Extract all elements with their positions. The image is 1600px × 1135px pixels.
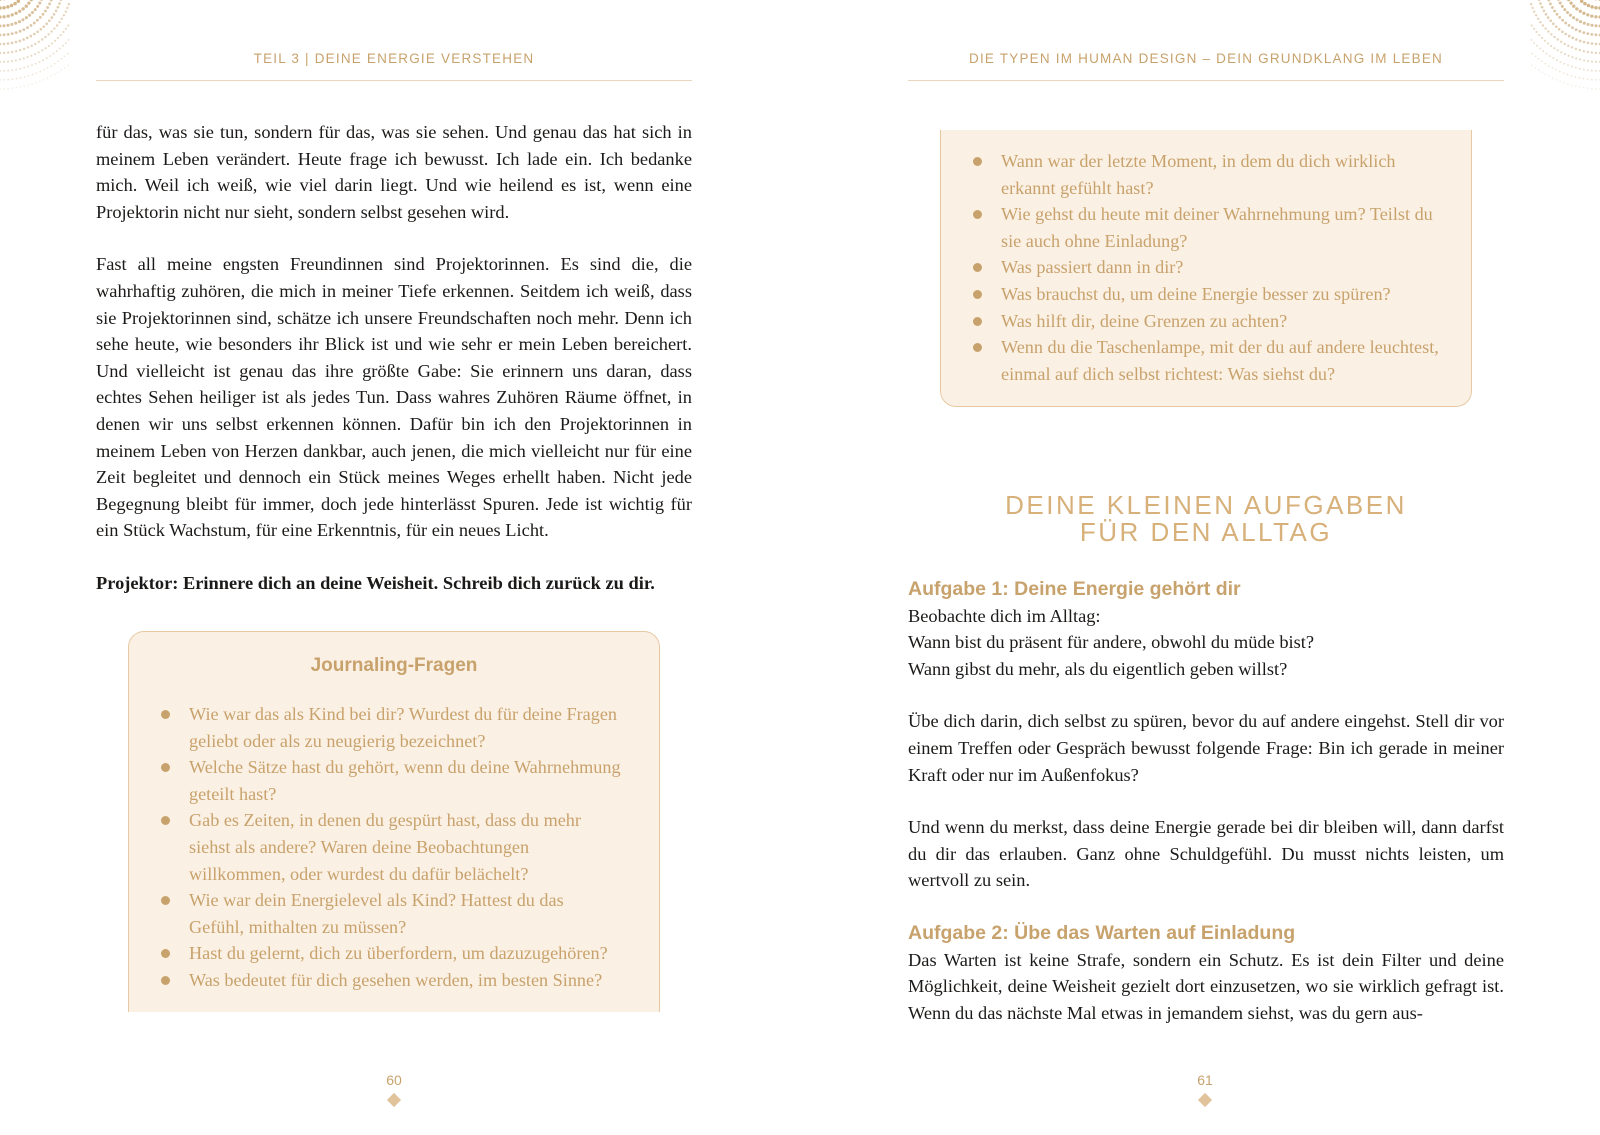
running-head-left: TEIL 3 | DEINE ENERGIE VERSTEHEN <box>253 51 535 66</box>
task-1-line-2: Wann bist du präsent für andere, obwohl du müde bist? <box>908 632 1315 653</box>
section-title-line-2: FÜR DEN ALLTAG <box>1079 517 1333 547</box>
list-item: Welche Sätze hast du gehört, wenn du deine Wahrnehmung geteilt hast? <box>189 754 623 807</box>
task-1-paragraph-2: Und wenn du merkst, dass deine Energie gerade bei dir bleiben will, dann darfst du dir das erlauben. Ganz ohne Schuldgefühl. Du musst nichts leisten, um wertvoll zu sein. <box>908 817 1504 891</box>
list-item: Was hilft dir, deine Grenzen zu achten? <box>1001 308 1441 335</box>
bullet-icon <box>161 710 170 719</box>
header-rule-left <box>96 80 692 81</box>
bullet-icon <box>973 210 982 219</box>
list-item: Wenn du die Taschenlampe, mit der du auf andere leuchtest, einmal auf dich selbst richtest: Was siehst du? <box>1001 334 1441 387</box>
bullet-icon <box>161 896 170 905</box>
list-item: Wie gehst du heute mit deiner Wahrnehmung um? Teilst du sie auch ohne Einladung? <box>1001 201 1441 254</box>
diamond-ornament-icon <box>387 1093 401 1107</box>
corner-dots-ornament-icon <box>0 0 70 115</box>
journaling-box-title: Journaling-Fragen <box>310 655 478 676</box>
diamond-ornament-icon <box>1198 1093 1212 1107</box>
right-page <box>800 0 1600 1135</box>
list-item: Was bedeutet für dich gesehen werden, im besten Sinne? <box>189 967 623 994</box>
corner-dots-ornament-icon <box>1530 0 1600 115</box>
list-item: Wie war das als Kind bei dir? Wurdest du für deine Fragen geliebt oder als zu neugierig bezeichnet? <box>189 701 623 754</box>
list-item: Hast du gelernt, dich zu überfordern, um dazuzugehören? <box>189 940 623 967</box>
bullet-icon <box>161 816 170 825</box>
journaling-box-continued <box>940 130 1472 407</box>
bullet-icon <box>161 949 170 958</box>
section-title-line-1: DEINE KLEINEN AUFGABEN <box>1005 490 1407 520</box>
task-1-line-3: Wann gibst du mehr, als du eigentlich geben willst? <box>908 658 1288 679</box>
task-2-paragraph: Das Warten ist keine Strafe, sondern ein Schutz. Es ist dein Filter und deine Möglichkeit, deine Weisheit gezielt dort einzusetzen, wo sie wirklich gefragt ist. Wenn du das nächste Mal etwas in jemandem siehst, was du gern aus- <box>908 949 1504 1023</box>
task-1-heading: Aufgabe 1: Deine Energie gehört dir <box>908 578 1241 600</box>
task-1-paragraph-1: Übe dich darin, dich selbst zu spüren, bevor du auf andere eingehst. Stell dir vor einem Treffen oder Gespräch bewusst folgende Frage: Bin ich gerade in meiner Kraft oder nur im Außenfokus? <box>908 711 1504 785</box>
page-number-right: 61 <box>1197 1072 1213 1088</box>
journaling-question-list <box>189 701 623 994</box>
section-title <box>908 492 1504 546</box>
bullet-icon <box>973 343 982 352</box>
paragraph-1: für das, was sie tun, sondern für das, was sie sehen. Und genau das hat sich in meinem Leben verändert. Heute frage ich bewusst. Ich lade ein. Ich bedanke mich. Weil ich weiß, wie viel darin liegt. Und wie heilend es ist, wenn eine Projektorin nicht nur sieht, sondern selbst gesehen wird. <box>96 122 692 222</box>
paragraph-2: Fast all meine engsten Freundinnen sind Projektorinnen. Es sind die, die wahrhaftig zuhören, die mich in meiner Tiefe erkennen. Seitdem ich weiß, dass sie Projektorinnen sind, schätze ich unsere Freundschaften noch mehr. Denn ich sehe heute, wie besonders ihr Blick ist und wie sehr er mein Leben bereichert. Und vielleicht ist genau das ihre größte Gabe: Sie erinnern uns daran, dass echtes Sehen heiliger ist als jedes Tun. Dass wahres Zuhören Räume öffnet, in denen wir uns selbst erkennen können. Dafür bin ich den Projektorinnen in meinem Leben von Herzen dankbar, auch jenen, die mich vielleicht nur für eine Zeit begleitet und dennoch ein Stück meines Weges erhellt haben. Nicht jede Begegnung bleibt für immer, doch jede hinterlässt Spuren. Jede ist wichtig für ein Stück Wachstum, für eine Erkenntnis, für ein neues Licht. <box>96 254 692 541</box>
task-2-heading: Aufgabe 2: Übe das Warten auf Einladung <box>908 921 1296 944</box>
list-item: Wie war dein Energielevel als Kind? Hattest du das Gefühl, mithalten zu müssen? <box>189 887 623 940</box>
bullet-icon <box>973 263 982 272</box>
running-head-right: DIE TYPEN IM HUMAN DESIGN – DEIN GRUNDKLANG IM LEBEN <box>969 51 1443 66</box>
bullet-icon <box>973 157 982 166</box>
list-item: Was brauchst du, um deine Energie besser zu spüren? <box>1001 281 1441 308</box>
left-body-text <box>96 119 692 597</box>
bullet-icon <box>161 976 170 985</box>
bullet-icon <box>973 317 982 326</box>
journaling-box <box>128 631 660 1012</box>
bullet-icon <box>973 290 982 299</box>
task-1-line-1: Beobachte dich im Alltag: <box>908 605 1101 626</box>
projector-motto: Projektor: Erinnere dich an deine Weisheit. Schreib dich zurück zu dir. <box>96 572 655 593</box>
bullet-icon <box>161 763 170 772</box>
list-item: Wann war der letzte Moment, in dem du dich wirklich erkannt gefühlt hast? <box>1001 148 1441 201</box>
right-body-text <box>908 576 1504 1026</box>
list-item: Gab es Zeiten, in denen du gespürt hast, dass du mehr siehst als andere? Waren deine Beobachtungen willkommen, oder wurdest du dafür belächelt? <box>189 807 623 887</box>
header-rule-right <box>908 80 1504 81</box>
list-item: Was passiert dann in dir? <box>1001 254 1441 281</box>
page-number-left: 60 <box>386 1072 402 1088</box>
journaling-question-list <box>1001 148 1441 387</box>
